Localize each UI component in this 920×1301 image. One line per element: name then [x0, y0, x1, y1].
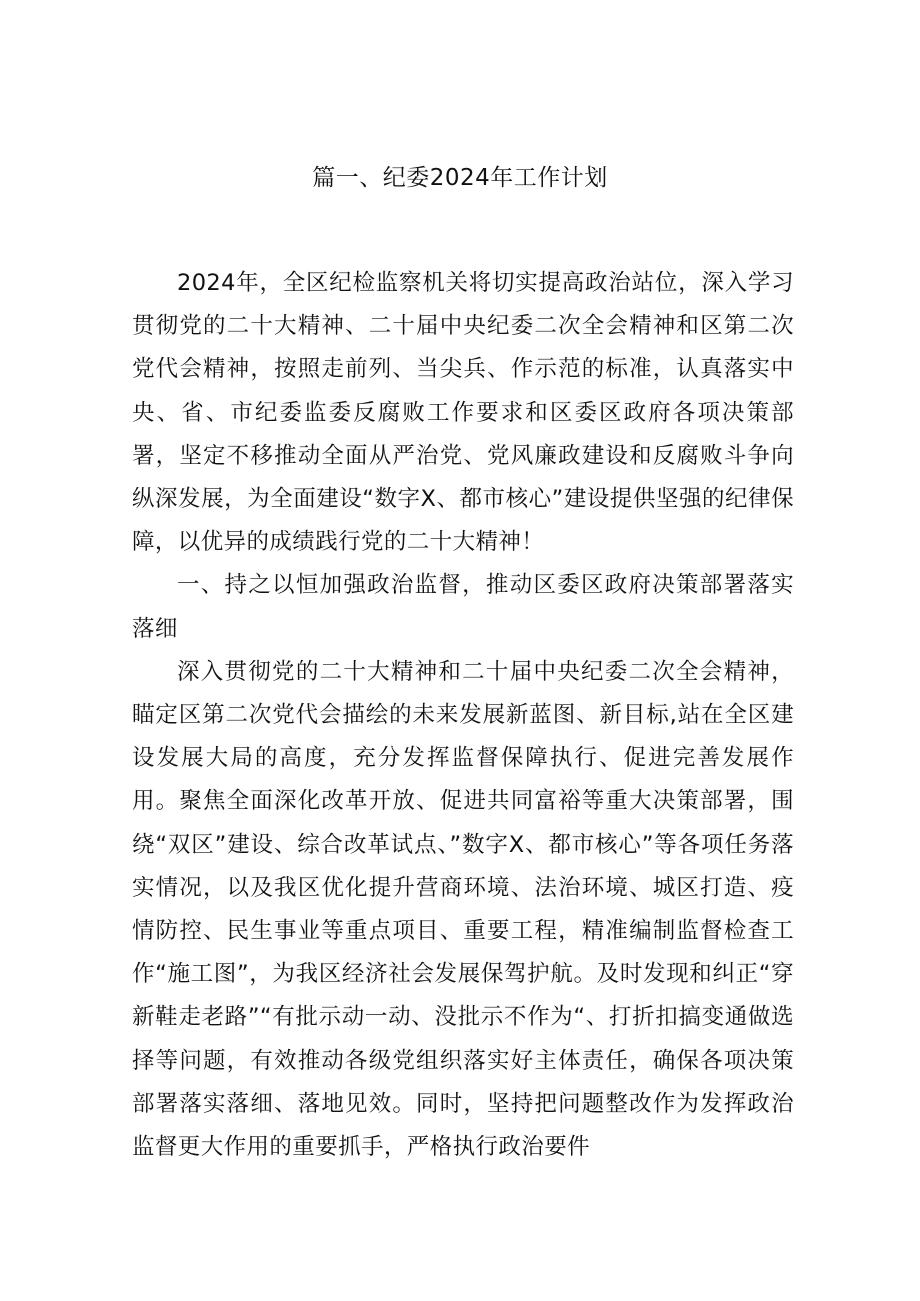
document-title: 篇一、纪委2024年工作计划 [312, 165, 608, 191]
paragraph-intro: 2024年，全区纪检监察机关将切实提高政治站位，深入学习贯彻党的二十大精神、二十届中央纪委二次全会精神和区第二次党代会精神，按照走前列、当尖兵、作示范的标准，认真落实中央、省、市纪委监委反腐败工作要求和区委区政府各项决策部署，坚定不移推动全面从严治党、党风廉政建设和反腐败斗争向纵深发展，为全面建设“数字X、都市核心”建设提供坚强的纪律保障，以优异的成绩践行党的二十大精神！ [132, 270, 794, 556]
paragraph-section-1: 深入贯彻党的二十大精神和二十届中央纪委二次全会精神，瞄定区第二次党代会描绘的未来发展新蓝图、新目标,站在全区建设发展大局的高度，充分发挥监督保障执行、促进完善发展作用。聚焦全面深化改革开放、促进共同富裕等重大决策部署，围绕“双区”建设、综合改革试点、”数字X、都市核心”等各项任务落实情况，以及我区优化提升营商环境、法治环境、城区打造、疫情防控、民生事业等重点项目、重要工程，精准编制监督检查工作“施工图”，为我区经济社会发展保驾护航。及时发现和纠正“穿新鞋走老路”“有批示动一动、没批示不作为“、打折扣搞变通做选择等问题，有效推动各级党组织落实好主体责任，确保各项决策部署落实落细、落地见效。同时，坚持把问题整改作为发挥政治监督更大作用的重要抓手，严格执行政治要件 [132, 658, 794, 1161]
document-body [132, 262, 794, 1169]
section-heading-1: 一、持之以恒加强政治监督，推动区委区政府决策部署落实落细 [132, 572, 794, 642]
